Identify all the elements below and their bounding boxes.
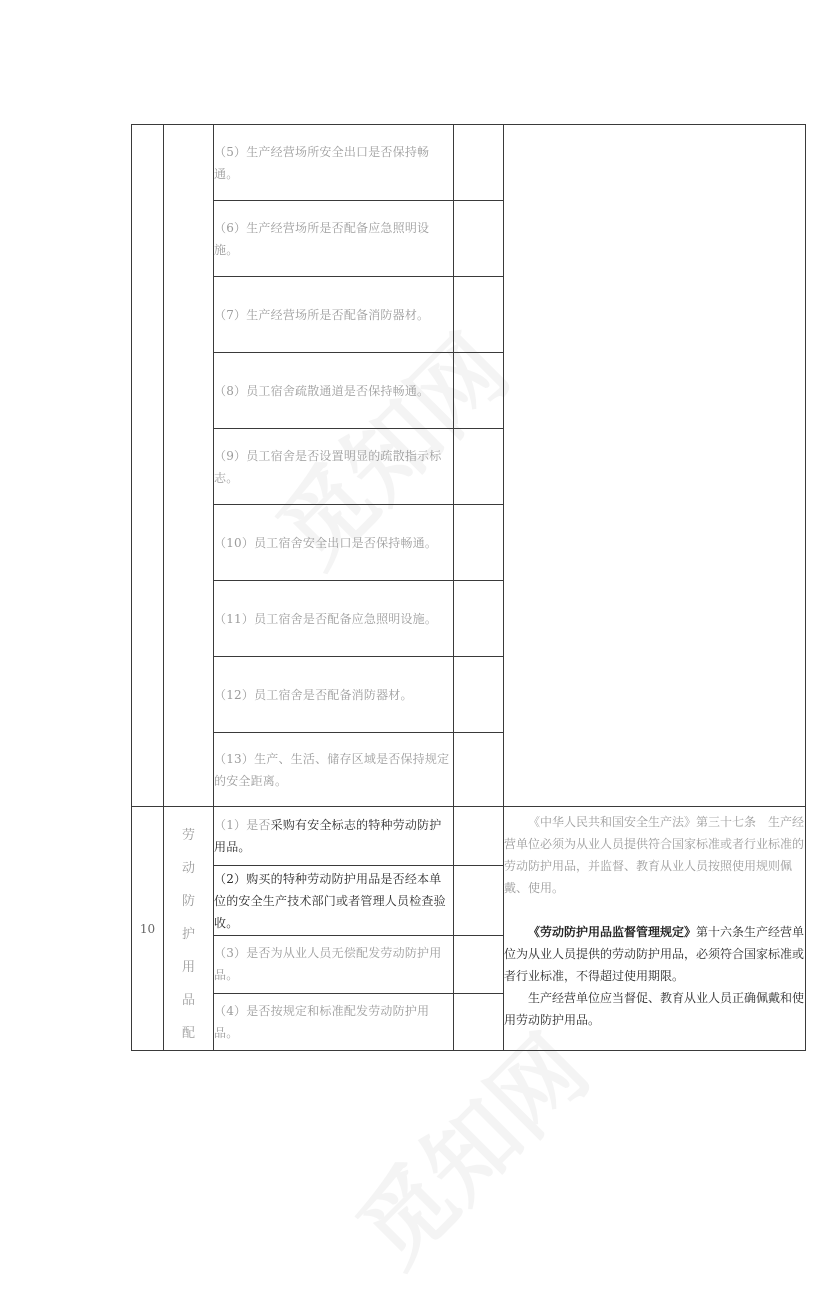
check-item-12: （12）员工宿舍是否配备消防器材。 [214,657,454,733]
result-cell [454,993,504,1050]
table-row [132,125,806,201]
regulation-text: 第十六条生产经营单位为从业人员提供的劳动防护用品，必须符合国家标准或者行业标准，不得超过使用期限。 [504,925,805,983]
check-item-ppe-3: （3）是否为从业人员无偿配发劳动防护用品。 [214,936,454,993]
check-item-ppe-2: （2）购买的特种劳动防护用品是否经本单位的安全生产技术部门或者管理人员检查验收。 [214,866,454,936]
category-char: 防 [181,894,195,909]
inspection-table [131,124,806,1051]
check-item-emphasis: 采购有安全标志的特种劳动防护用品。 [214,818,442,855]
check-item-ppe-1 [214,807,454,866]
result-cell [454,429,504,505]
basis-paragraph-1: 《中华人民共和国安全生产法》第三十七条 生产经营单位必须为从业人员提供符合国家标准或者行业标准的劳动防护用品，并监督、教育从业人员按照使用规则佩戴、使用。 [504,815,805,895]
category-char: 动 [181,861,195,876]
result-cell [454,353,504,429]
regulation-title: 《劳动防护用品监督管理规定》 [528,925,697,939]
check-item-6: （6）生产经营场所是否配备应急照明设施。 [214,201,454,277]
result-cell [454,866,504,936]
category-char: 用 [181,960,195,975]
category-char: 品 [181,993,195,1008]
result-cell [454,505,504,581]
number-cell-empty [132,125,164,807]
basis-cell-empty [504,125,806,807]
category-char: 配 [181,1026,195,1041]
category-char: 护 [181,927,195,942]
result-cell [454,936,504,993]
check-item-7: （7）生产经营场所是否配备消防器材。 [214,277,454,353]
category-label [164,807,214,1051]
check-item-13: （13）生产、生活、储存区域是否保持规定的安全距离。 [214,733,454,807]
result-cell [454,657,504,733]
result-cell [454,125,504,201]
check-item-9: （9）员工宿舍是否设置明显的疏散指示标志。 [214,429,454,505]
result-cell [454,277,504,353]
result-cell [454,733,504,807]
check-item-5: （5）生产经营场所安全出口是否保持畅通。 [214,125,454,201]
check-item-8: （8）员工宿舍疏散通道是否保持畅通。 [214,353,454,429]
basis-paragraph-2 [504,921,805,987]
basis-paragraph-3: 生产经营单位应当督促、教育从业人员正确佩戴和使用劳动防护用品。 [504,991,805,1027]
result-cell [454,201,504,277]
check-item-11: （11）员工宿舍是否配备应急照明设施。 [214,581,454,657]
result-cell [454,807,504,866]
check-item-ppe-4: （4）是否按规定和标准配发劳动防护用品。 [214,993,454,1050]
legal-basis [504,807,806,1051]
table-row [132,807,806,866]
category-cell-empty [164,125,214,807]
check-item-10: （10）员工宿舍安全出口是否保持畅通。 [214,505,454,581]
result-cell [454,581,504,657]
category-char: 劳 [181,828,195,843]
item-number: 10 [132,807,164,1051]
check-item-prefix: （1）是否 [214,818,271,833]
